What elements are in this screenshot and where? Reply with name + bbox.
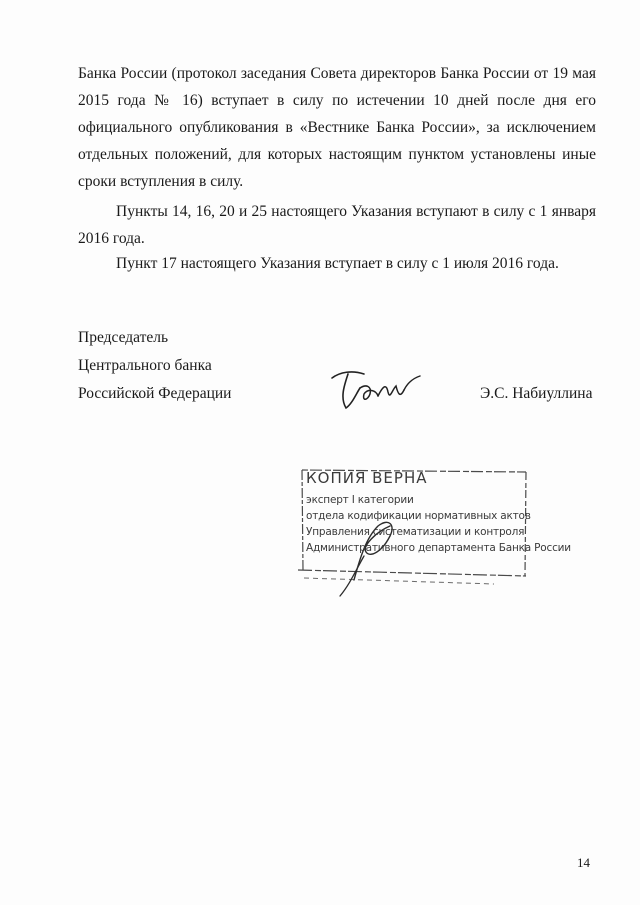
paragraph-1-line-4: отдельных положений, для которых настоящим пунктом установлены иные [78,146,596,163]
paragraph-1 [78,60,596,195]
signatory-position-line-2: Центрального банка [78,357,212,374]
copy-certified-stamp [294,466,571,594]
stamp-line-3: Управления систематизации и контроля [306,526,525,538]
page-number: 14 [577,855,590,870]
paragraph-2-line-1: Пункты 14, 16, 20 и 25 настоящего Указания вступают в силу с 1 января [116,203,596,220]
handwritten-signature [326,364,436,414]
signatory-name: Э.С. Набиуллина [480,385,593,402]
stamp-line-1: эксперт I категории [306,494,414,506]
paragraph-2 [78,198,596,252]
paragraph-1-line-5: сроки вступления в силу. [78,173,244,190]
paragraph-1-line-2: 2015 года № 16) вступает в силу по истечении 10 дней после дня его [78,92,596,109]
signatory-position-line-1: Председатель [78,329,169,346]
paragraph-2-line-2: 2016 года. [78,230,145,247]
paragraph-1-line-1: Банка России (протокол заседания Совета директоров Банка России от 19 мая [78,65,596,82]
stamp-line-2: отдела кодификации нормативных актов [306,510,531,522]
signatory-position [78,324,231,408]
paragraph-3-line-1: Пункт 17 настоящего Указания вступает в силу с 1 июля 2016 года. [116,255,559,272]
signatory-position-line-3: Российской Федерации [78,385,232,402]
stamp-title: КОПИЯ ВЕРНА [306,469,428,487]
stamp-line-4: Административного департамента Банка России [306,542,571,554]
paragraph-1-line-3: официального опубликования в «Вестнике Банка России», за исключением [78,119,596,136]
paragraph-3 [78,250,596,277]
